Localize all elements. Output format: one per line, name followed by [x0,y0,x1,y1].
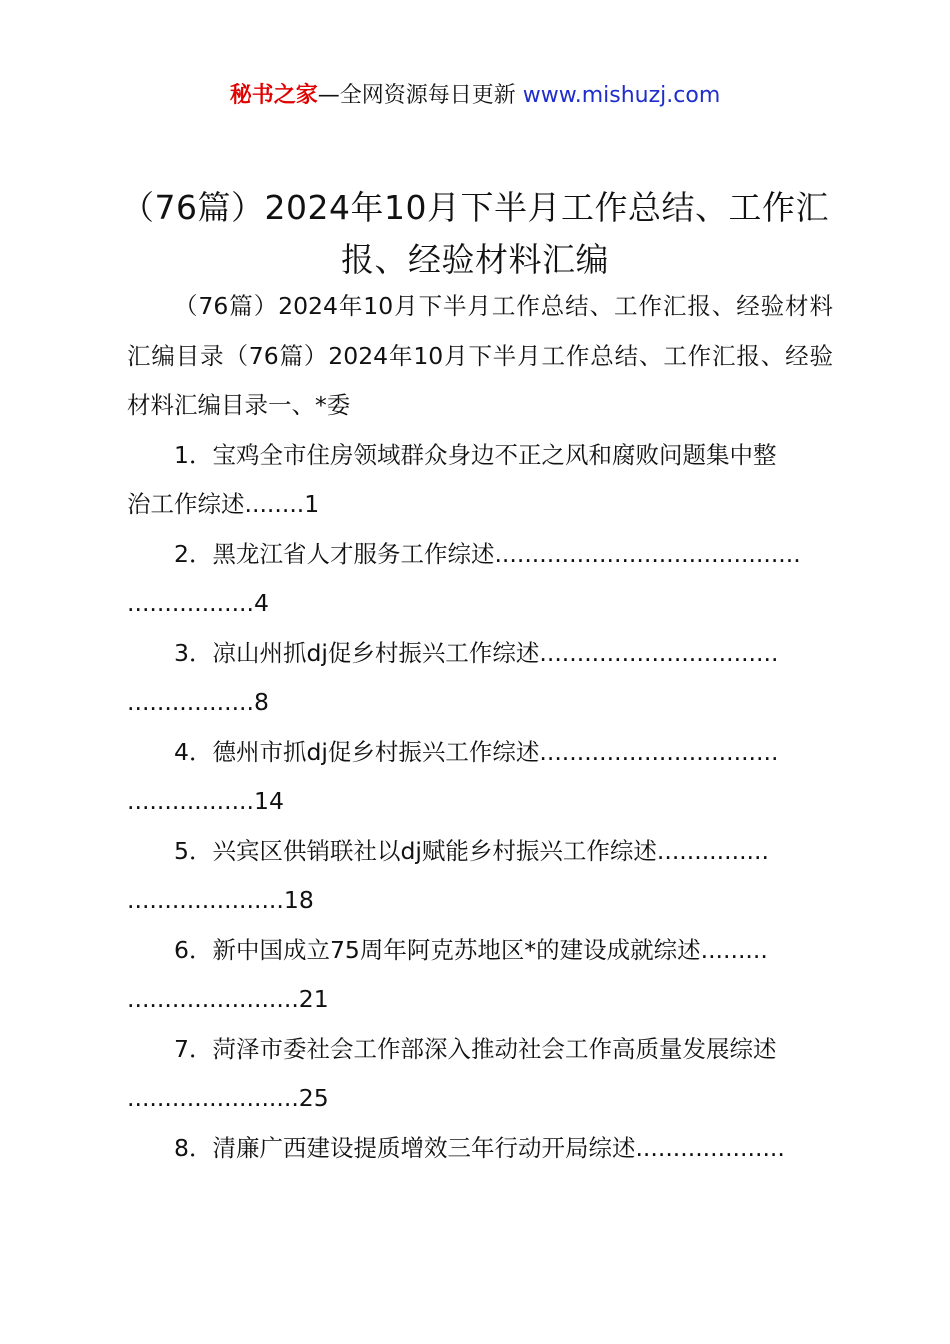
document-title: （76篇）2024年10月下半月工作总结、工作汇报、经验材料汇编 [121,188,829,279]
toc-entry-line-2: .......................25 [127,1084,329,1112]
toc-entry-line-2: .................4 [127,589,269,617]
site-header [0,80,950,112]
toc-entry-line-2: .......................21 [127,985,329,1013]
toc-entry-line-2: .................14 [127,787,284,815]
toc-entry-line-2: .....................18 [127,886,314,914]
site-url-link[interactable]: www.mishuzj.com [522,83,721,108]
toc-entry[interactable] [127,431,833,530]
intro-paragraph: （76篇）2024年10月下半月工作总结、工作汇报、经验材料汇编目录（76篇）2024年10月下半月工作总结、工作汇报、经验材料汇编目录一、*委 [127,292,833,419]
toc-entry-line-1: 8．清廉广西建设提质增效三年行动开局综述.................... [174,1133,785,1162]
toc-entry-line-1: 4．德州市抓dj促乡村振兴工作综述................................ [174,737,779,766]
toc-entry-line-1: 6．新中国成立75周年阿克苏地区*的建设成就综述......... [174,935,768,964]
toc-entry-line-1: 3．凉山州抓dj促乡村振兴工作综述................................ [174,638,779,667]
toc-entry-line-1: 1．宝鸡全市住房领域群众身边不正之风和腐败问题集中整 [174,440,777,469]
header-slogan: —全网资源每日更新 [317,83,523,108]
toc-entry[interactable] [127,827,833,926]
toc-entry[interactable] [127,629,833,728]
toc-entry[interactable] [127,1124,833,1174]
toc-entry-line-2: .................8 [127,688,269,716]
brand-name: 秘书之家 [229,83,318,108]
toc-entry-line-2: 治工作综述........1 [127,490,320,518]
document-body [127,282,833,1173]
toc-entry[interactable] [127,728,833,827]
toc-entry[interactable] [127,926,833,1025]
toc-entry-line-1: 5．兴宾区供销联社以dj赋能乡村振兴工作综述............... [174,836,769,865]
toc-entry-line-1: 2．黑龙江省人才服务工作综述......................................... [174,539,801,568]
toc-entry[interactable] [127,530,833,629]
toc-entry[interactable] [127,1025,833,1124]
toc-entry-line-1: 7．菏泽市委社会工作部深入推动社会工作高质量发展综述 [174,1034,777,1063]
